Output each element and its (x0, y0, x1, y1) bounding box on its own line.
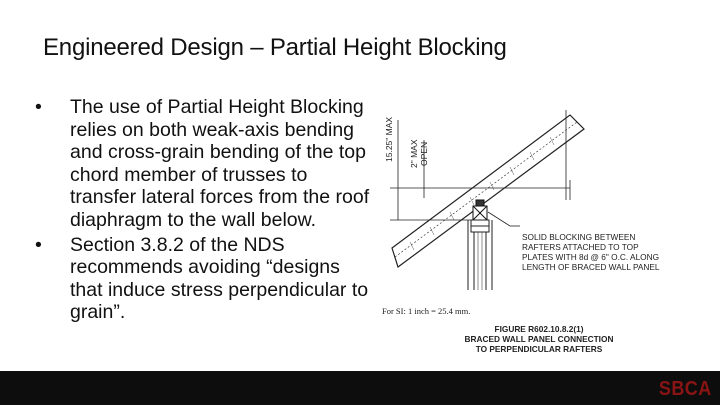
callout-line: LENGTH OF BRACED WALL PANEL (522, 262, 660, 272)
bullet-list (30, 96, 375, 326)
callout-leader (488, 212, 520, 226)
caption-line: FIGURE R602.10.8.2(1) (494, 324, 584, 334)
bullet-marker: • (35, 233, 42, 256)
slide-title: Engineered Design – Partial Height Blocking (43, 34, 507, 61)
bullet-text: The use of Partial Height Blocking relies on both weak-axis bending and cross-grain bending of the top chord member of trusses to transfer lateral forces from the roof diaphragm to the wall below. (70, 96, 370, 231)
callout-line: SOLID BLOCKING BETWEEN (522, 232, 636, 242)
figure-caption (465, 324, 614, 354)
caption-line: TO PERPENDICULAR RAFTERS (475, 344, 603, 354)
dim-max-label: 15.25" MAX (384, 116, 394, 162)
dim-open-label-2: OPEN (419, 141, 429, 166)
footer-bar (0, 371, 720, 405)
dim-open-label-1: 2" MAX (409, 139, 419, 168)
sbca-logo: SBCA (659, 378, 712, 400)
callout-line: PLATES WITH 8d @ 6" O.C. ALONG (522, 252, 660, 262)
callout-line: RAFTERS ATTACHED TO TOP (522, 242, 639, 252)
bullet-item (30, 96, 375, 232)
bullet-item (30, 234, 375, 324)
callout-text (522, 232, 660, 272)
bullet-text: Section 3.8.2 of the NDS recommends avoiding “designs that induce stress perpendicular to grain”. (70, 233, 369, 324)
caption-line: BRACED WALL PANEL CONNECTION (464, 334, 614, 344)
si-note: For SI: 1 inch = 25.4 mm. (382, 306, 471, 316)
braced-wall-panel-figure (370, 100, 715, 365)
dimension-text (384, 117, 429, 168)
wall-drawing (468, 220, 492, 290)
bullet-marker: • (35, 96, 42, 118)
